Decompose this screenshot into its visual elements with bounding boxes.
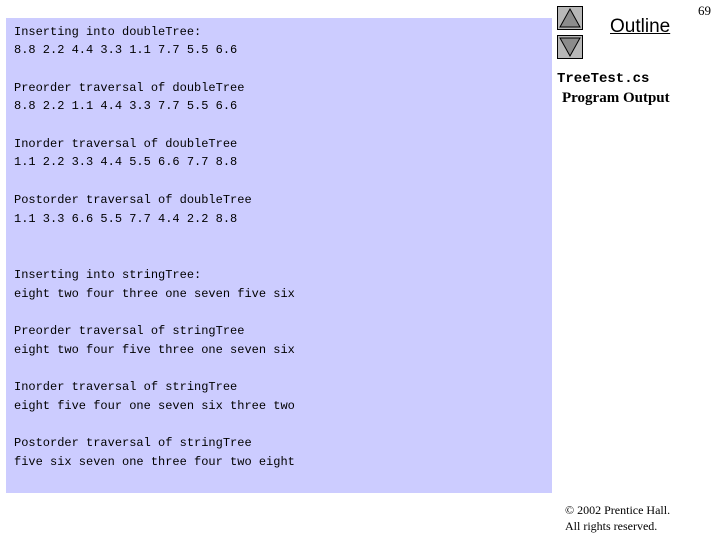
previous-slide-button[interactable]: [557, 6, 583, 30]
output-line: 1.1 2.2 3.3 4.4 5.5 6.6 7.7 8.8: [14, 155, 238, 169]
output-line: Inserting into stringTree:: [14, 268, 202, 282]
output-line: 1.1 3.3 6.6 5.5 7.7 4.4 2.2 8.8: [14, 212, 238, 226]
next-slide-button[interactable]: [557, 35, 583, 59]
output-line: eight five four one seven six three two: [14, 399, 295, 413]
output-line: Inserting into doubleTree:: [14, 25, 202, 39]
output-line: eight two four five three one seven six: [14, 343, 295, 357]
output-line: Inorder traversal of doubleTree: [14, 137, 238, 151]
output-line: Postorder traversal of stringTree: [14, 436, 252, 450]
outline-link[interactable]: Outline: [610, 16, 671, 37]
file-name: TreeTest.cs: [557, 71, 650, 87]
output-line: Preorder traversal of doubleTree: [14, 81, 245, 95]
page-number: 69: [698, 3, 711, 18]
program-output-panel: [6, 18, 552, 493]
output-line: 8.8 2.2 1.1 4.4 3.3 7.7 5.5 6.6: [14, 99, 238, 113]
copyright-notice: [565, 502, 670, 534]
output-line: Inorder traversal of stringTree: [14, 380, 238, 394]
triangle-down-icon: [558, 36, 582, 58]
copyright-line: All rights reserved.: [565, 519, 658, 533]
copyright-line: © 2002 Prentice Hall.: [565, 503, 671, 517]
output-line: Preorder traversal of stringTree: [14, 324, 245, 338]
triangle-up-icon: [558, 7, 582, 29]
section-title: Program Output: [562, 90, 670, 106]
output-line: eight two four three one seven five six: [14, 287, 295, 301]
output-line: Postorder traversal of doubleTree: [14, 193, 252, 207]
output-line: five six seven one three four two eight: [14, 455, 295, 469]
output-line: 8.8 2.2 4.4 3.3 1.1 7.7 5.5 6.6: [14, 43, 238, 57]
